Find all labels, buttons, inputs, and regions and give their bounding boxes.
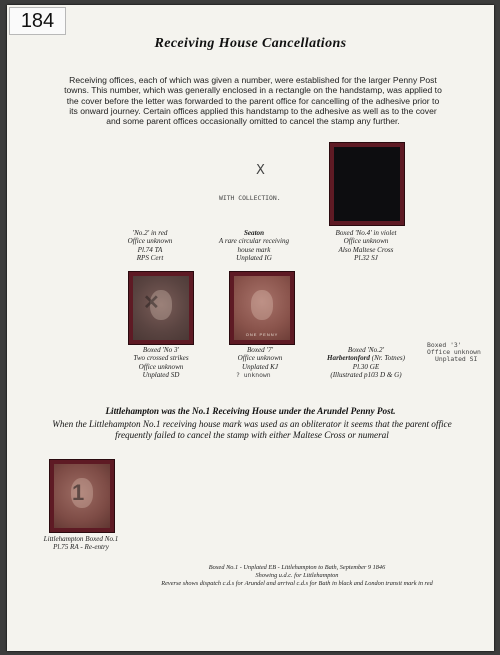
caption-line: Boxed 'No.2' [347,346,385,354]
caption-boxed-unknown [218,346,302,371]
caption-no4-violet [320,229,412,263]
stamp-image [334,147,400,221]
stamp-legend: ONE PENNY [245,332,279,338]
caption-line: Unplated IG [236,254,272,263]
caption-line: Office unknown [127,237,173,246]
album-page [7,5,494,651]
note-line: Boxed No.1 - Unplated EB - Littlehampton to Bath, September 9 1846 [208,564,386,571]
caption-line: Also Maltese Cross [338,245,394,254]
caption-line: (Illustrated p103 D & G) [330,371,402,380]
cover-note [127,564,467,589]
section-heading: Littlehampton was the No.1 Receiving House under the Arundel Penny Post. [105,406,396,416]
page-title: Receiving House Cancellations [154,36,347,51]
caption-no2-red [110,229,190,263]
handwritten-boxed3-note [427,342,481,363]
caption-line: Office unknown [343,237,389,246]
caption-name: Seaton [243,229,265,237]
intro-paragraph: Receiving offices, each of which was given a number, were established for the larger Penny Post towns. This number, which was generally enclosed in a rectangle on the handstamp, was applied to the cover before the letter was forwarded to the parent office for cancelling of the adhesive prior to its onward journey. Certain offices applied this handstamp to the adhesive as well as to the cover and some parent offices occasionally omitted to cancel the stamp any further. [64,75,442,127]
caption-line: Littlehampton Boxed No.1 [43,535,119,543]
caption-line: Boxed '7' [246,346,274,354]
caption-line: 'No.2' in red [132,229,168,237]
caption-line: Unplated KJ [241,362,279,371]
caption-seaton [209,229,299,263]
caption-line: Office unknown [138,362,184,371]
handwritten-x: X [256,163,265,178]
stamp-image [234,276,290,340]
stamp-image [54,464,110,528]
caption-name: Harbertonford [327,354,370,363]
note-line: Reverse shows dispatch c.d.s for Arundel and arrival c.d.s for Bath in black and London transit mark in red [161,580,433,588]
caption-line: Boxed 'No.4' in violet [335,229,397,237]
stamp-boxed-unknown [229,271,295,345]
stamp-image [133,276,189,340]
handwritten-unknown-location: ? unknown [236,371,271,379]
caption-line: Pl.30 GE [352,362,380,371]
caption-name-suffix: (Nr. Totnes) [369,354,405,363]
handwritten-with-collection: WITH COLLECTION. [219,194,281,202]
caption-line: Pl.32 SJ [354,254,378,263]
stamp-littlehampton [49,459,115,533]
stamp-no4-violet [329,142,405,226]
caption-littlehampton [29,535,133,552]
caption-line: house mark [237,245,271,254]
caption-line: Pl.75 RA - Re-entry [53,543,109,552]
note-line: Boxed '3' [427,341,462,349]
numeral-cancel-mark: 1 [72,480,85,505]
caption-line: RPS Cert [136,254,164,263]
cancel-mark-icon: ✕ [143,292,160,314]
note-line: Showing u.d.c. for Littlehampton [255,572,339,580]
note-line: Unplated SI [435,355,478,363]
caption-harbertonford [311,346,421,380]
caption-line: Pl.74 TA [137,245,163,254]
caption-line: A rare circular receiving [218,237,290,246]
lot-number: 184 [9,7,66,35]
caption-line: Two crossed strikes [133,354,189,363]
queen-head-icon [251,290,273,319]
section-paragraph: When the Littlehampton No.1 receiving house mark was used as an obliterator it seems that the parent office frequently failed to cancel the stamp with either Maltese Cross or numeral [52,419,452,440]
note-line: Office unknown [427,348,481,356]
caption-no3 [120,346,202,380]
caption-line: Office unknown [237,354,283,363]
caption-line: Boxed 'No 3' [142,346,180,354]
stamp-no3 [128,271,194,345]
caption-line: Unplated SD [142,371,180,380]
